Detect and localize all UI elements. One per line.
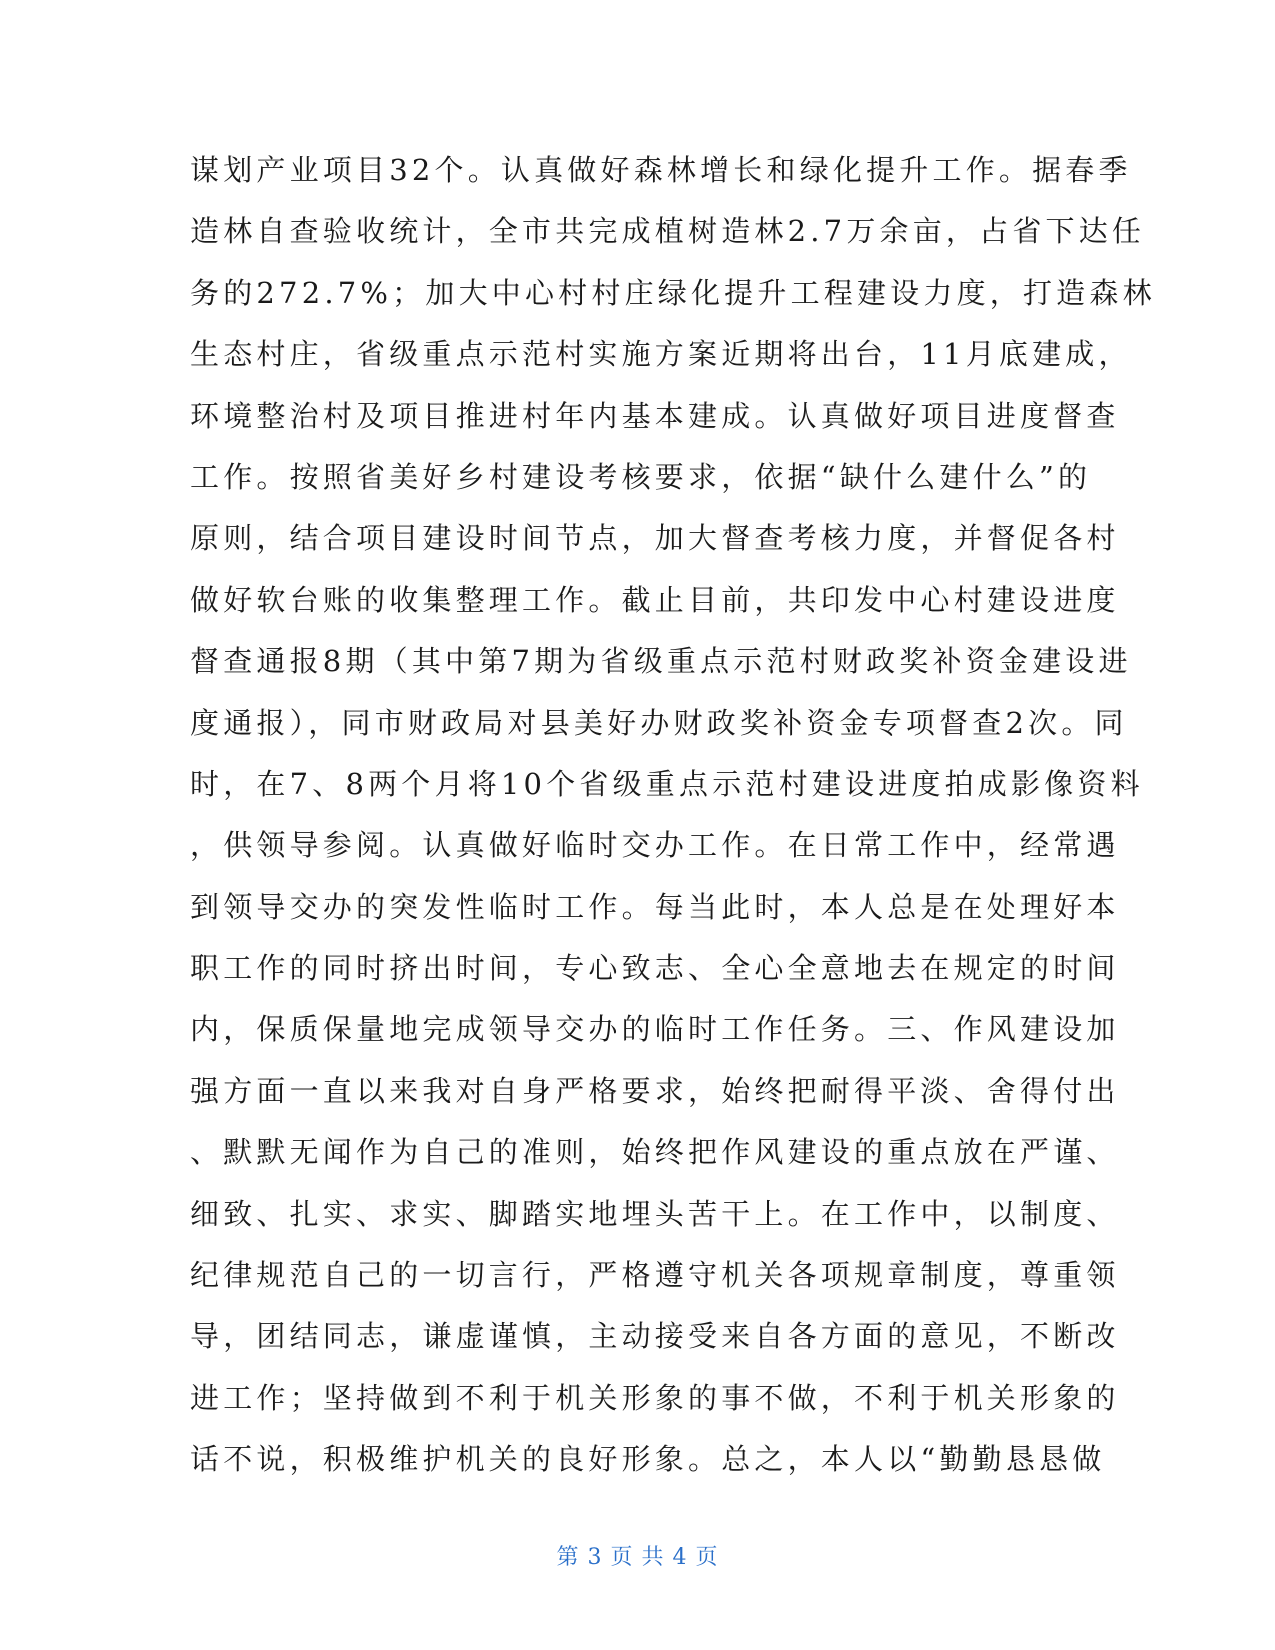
text-line: 造林自查验收统计，全市共完成植树造林2.7万余亩，占省下达任	[190, 214, 1146, 249]
page-label-prefix: 第	[556, 1545, 580, 1570]
text-line: 话不说，积极维护机关的良好形象。总之，本人以“勤勤恳恳做	[190, 1442, 1106, 1477]
text-line: 内，保质保量地完成领导交办的临时工作任务。三、作风建设加	[190, 1012, 1120, 1047]
text-line: 导，团结同志，谦虚谨慎，主动接受来自各方面的意见，不断改	[190, 1319, 1120, 1354]
text-line: 职工作的同时挤出时间，专心致志、全心全意地去在规定的时间	[190, 951, 1120, 986]
text-line: 务的272.7%；加大中心村村庄绿化提升工程建设力度，打造森林	[190, 275, 1156, 310]
text-line: 工作。按照省美好乡村建设考核要求，依据“缺什么建什么”的	[190, 459, 1092, 494]
text-line: 时，在7、8两个月将10个省级重点示范村建设进度拍成影像资料	[190, 766, 1144, 801]
text-line: 进工作；坚持做到不利于机关形象的事不做，不利于机关形象的	[190, 1380, 1120, 1415]
text-line: 原则，结合项目建设时间节点，加大督查考核力度，并督促各村	[190, 521, 1120, 556]
text-line: 督查通报8期（其中第7期为省级重点示范村财政奖补资金建设进	[190, 644, 1132, 679]
page-label-mid: 页	[610, 1545, 634, 1570]
text-line: 强方面一直以来我对自身严格要求，始终把耐得平淡、舍得付出	[190, 1073, 1120, 1108]
text-line: 、默默无闻作为自己的准则，始终把作风建设的重点放在严谨、	[190, 1135, 1120, 1170]
total-pages-number: 4	[672, 1545, 688, 1570]
page-label-total-prefix: 共	[641, 1545, 665, 1570]
text-line: 纪律规范自己的一切言行，严格遵守机关各项规章制度，尊重领	[190, 1258, 1120, 1293]
text-line: 生态村庄，省级重点示范村实施方案近期将出台，11月底建成，	[190, 337, 1132, 372]
text-line: 到领导交办的突发性临时工作。每当此时，本人总是在处理好本	[190, 889, 1120, 924]
page-label-suffix: 页	[695, 1545, 719, 1570]
text-line: 做好软台账的收集整理工作。截止目前，共印发中心村建设进度	[190, 582, 1120, 617]
page-footer	[0, 1540, 1275, 1571]
text-line: 谋划产业项目32个。认真做好森林增长和绿化提升工作。据春季	[190, 153, 1132, 187]
text-line: ，供领导参阅。认真做好临时交办工作。在日常工作中，经常遇	[190, 828, 1120, 863]
body-text	[190, 140, 1156, 1491]
text-line: 环境整治村及项目推进村年内基本建成。认真做好项目进度督查	[190, 398, 1120, 433]
text-line: 细致、扎实、求实、脚踏实地埋头苦干上。在工作中，以制度、	[190, 1196, 1120, 1231]
current-page-number: 3	[587, 1545, 603, 1570]
text-line: 度通报），同市财政局对县美好办财政奖补资金专项督查2次。同	[190, 705, 1128, 740]
